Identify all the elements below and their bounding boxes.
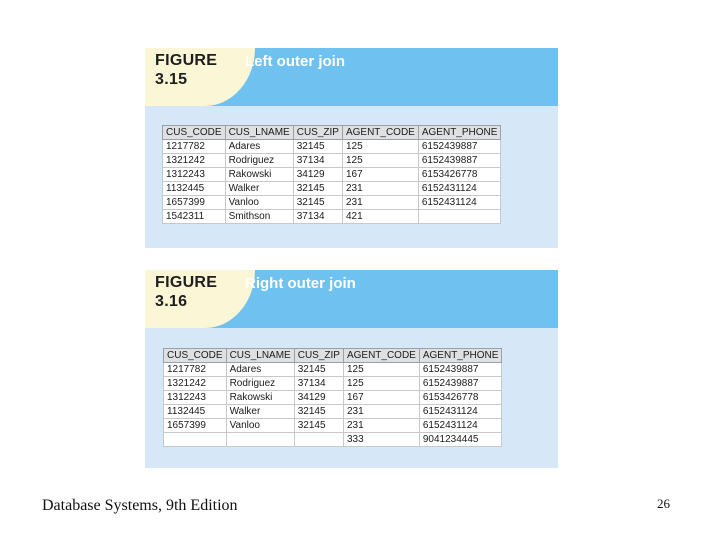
column-header-agent-phone: AGENT_PHONE [419,349,502,363]
table-row [164,433,502,447]
table-cell: Rakowski [226,391,294,405]
table-cell: 32145 [293,196,342,210]
table-cell: 167 [343,391,419,405]
table-cell: 6152439887 [419,363,502,377]
figure-label-word: FIGURE [155,52,218,69]
table-header-row [164,349,502,363]
table-cell: 231 [342,182,418,196]
table-body [163,140,501,224]
table-cell: 1132445 [164,405,227,419]
table-cell: 6152439887 [418,154,501,168]
table-cell: Rodriguez [226,377,294,391]
table-cell: 6153426778 [419,391,502,405]
table-body [164,363,502,447]
table-cell: Vanloo [225,196,293,210]
table-row [163,168,501,182]
figure-header [145,270,558,328]
table-cell: 1217782 [164,363,227,377]
table-cell: 32145 [294,419,343,433]
table-cell [294,433,343,447]
table-row [164,405,502,419]
table-cell: 1542311 [163,210,226,224]
table-cell: Rakowski [225,168,293,182]
table-cell: 1217782 [163,140,226,154]
column-header-agent-phone: AGENT_PHONE [418,126,501,140]
table-cell [164,433,227,447]
table-row [164,377,502,391]
table-cell [226,433,294,447]
table-row [163,210,501,224]
column-header-agent-code: AGENT_CODE [342,126,418,140]
table-cell: 37134 [294,377,343,391]
table-cell: 1321242 [164,377,227,391]
table-row [164,391,502,405]
table-cell: 6153426778 [418,168,501,182]
table-cell: 6152431124 [418,182,501,196]
column-header-cus-code: CUS_CODE [164,349,227,363]
table-cell: 37134 [293,154,342,168]
column-header-cus-lname: CUS_LNAME [225,126,293,140]
table-cell: 6152439887 [419,377,502,391]
table-cell: 9041234445 [419,433,502,447]
table-row [163,154,501,168]
table-header-row [163,126,501,140]
column-header-cus-zip: CUS_ZIP [293,126,342,140]
table-cell: 6152431124 [418,196,501,210]
footer-text: Database Systems, 9th Edition [42,497,238,514]
page-number: 26 [657,496,670,511]
table-row [163,182,501,196]
table-cell: 1312243 [164,391,227,405]
table-cell: Rodriguez [225,154,293,168]
table-cell: Adares [225,140,293,154]
figure-header [145,48,558,106]
table-cell: 1657399 [163,196,226,210]
table-cell: 34129 [294,391,343,405]
table-cell: 125 [342,140,418,154]
table-cell: 32145 [294,363,343,377]
table-cell: 1657399 [164,419,227,433]
figure-3-15-panel [145,48,558,248]
figure-title: Left outer join [245,53,345,70]
table-cell: 125 [342,154,418,168]
table-cell: 32145 [294,405,343,419]
table-cell: Adares [226,363,294,377]
table-row [163,196,501,210]
table-cell: 167 [342,168,418,182]
table-row [164,363,502,377]
figure-label-word: FIGURE [155,274,218,291]
table-cell: 6152431124 [419,405,502,419]
table-cell: 34129 [293,168,342,182]
table-cell: 32145 [293,182,342,196]
table-cell: 6152431124 [419,419,502,433]
table-cell: 333 [343,433,419,447]
table-cell: 125 [343,363,419,377]
table-cell: 1321242 [163,154,226,168]
right-outer-join-table [163,348,502,447]
figure-title: Right outer join [245,275,356,292]
table-cell: 231 [342,196,418,210]
figure-label [155,51,217,89]
table-cell: Walker [226,405,294,419]
left-outer-join-table [162,125,501,224]
table-cell: Smithson [225,210,293,224]
table-cell: 125 [343,377,419,391]
figure-number: 3.15 [155,71,188,88]
table-cell: 37134 [293,210,342,224]
figure-label [155,273,217,311]
table-cell: Walker [225,182,293,196]
table-cell: 231 [343,405,419,419]
table-cell: 1312243 [163,168,226,182]
table-cell: 32145 [293,140,342,154]
table-cell: Vanloo [226,419,294,433]
column-header-agent-code: AGENT_CODE [343,349,419,363]
table-cell: 6152439887 [418,140,501,154]
table-row [164,419,502,433]
column-header-cus-code: CUS_CODE [163,126,226,140]
table-row [163,140,501,154]
column-header-cus-zip: CUS_ZIP [294,349,343,363]
table-cell: 421 [342,210,418,224]
table-cell [418,210,501,224]
column-header-cus-lname: CUS_LNAME [226,349,294,363]
table-cell: 1132445 [163,182,226,196]
figure-3-16-panel [145,270,558,468]
figure-number: 3.16 [155,293,188,310]
table-cell: 231 [343,419,419,433]
